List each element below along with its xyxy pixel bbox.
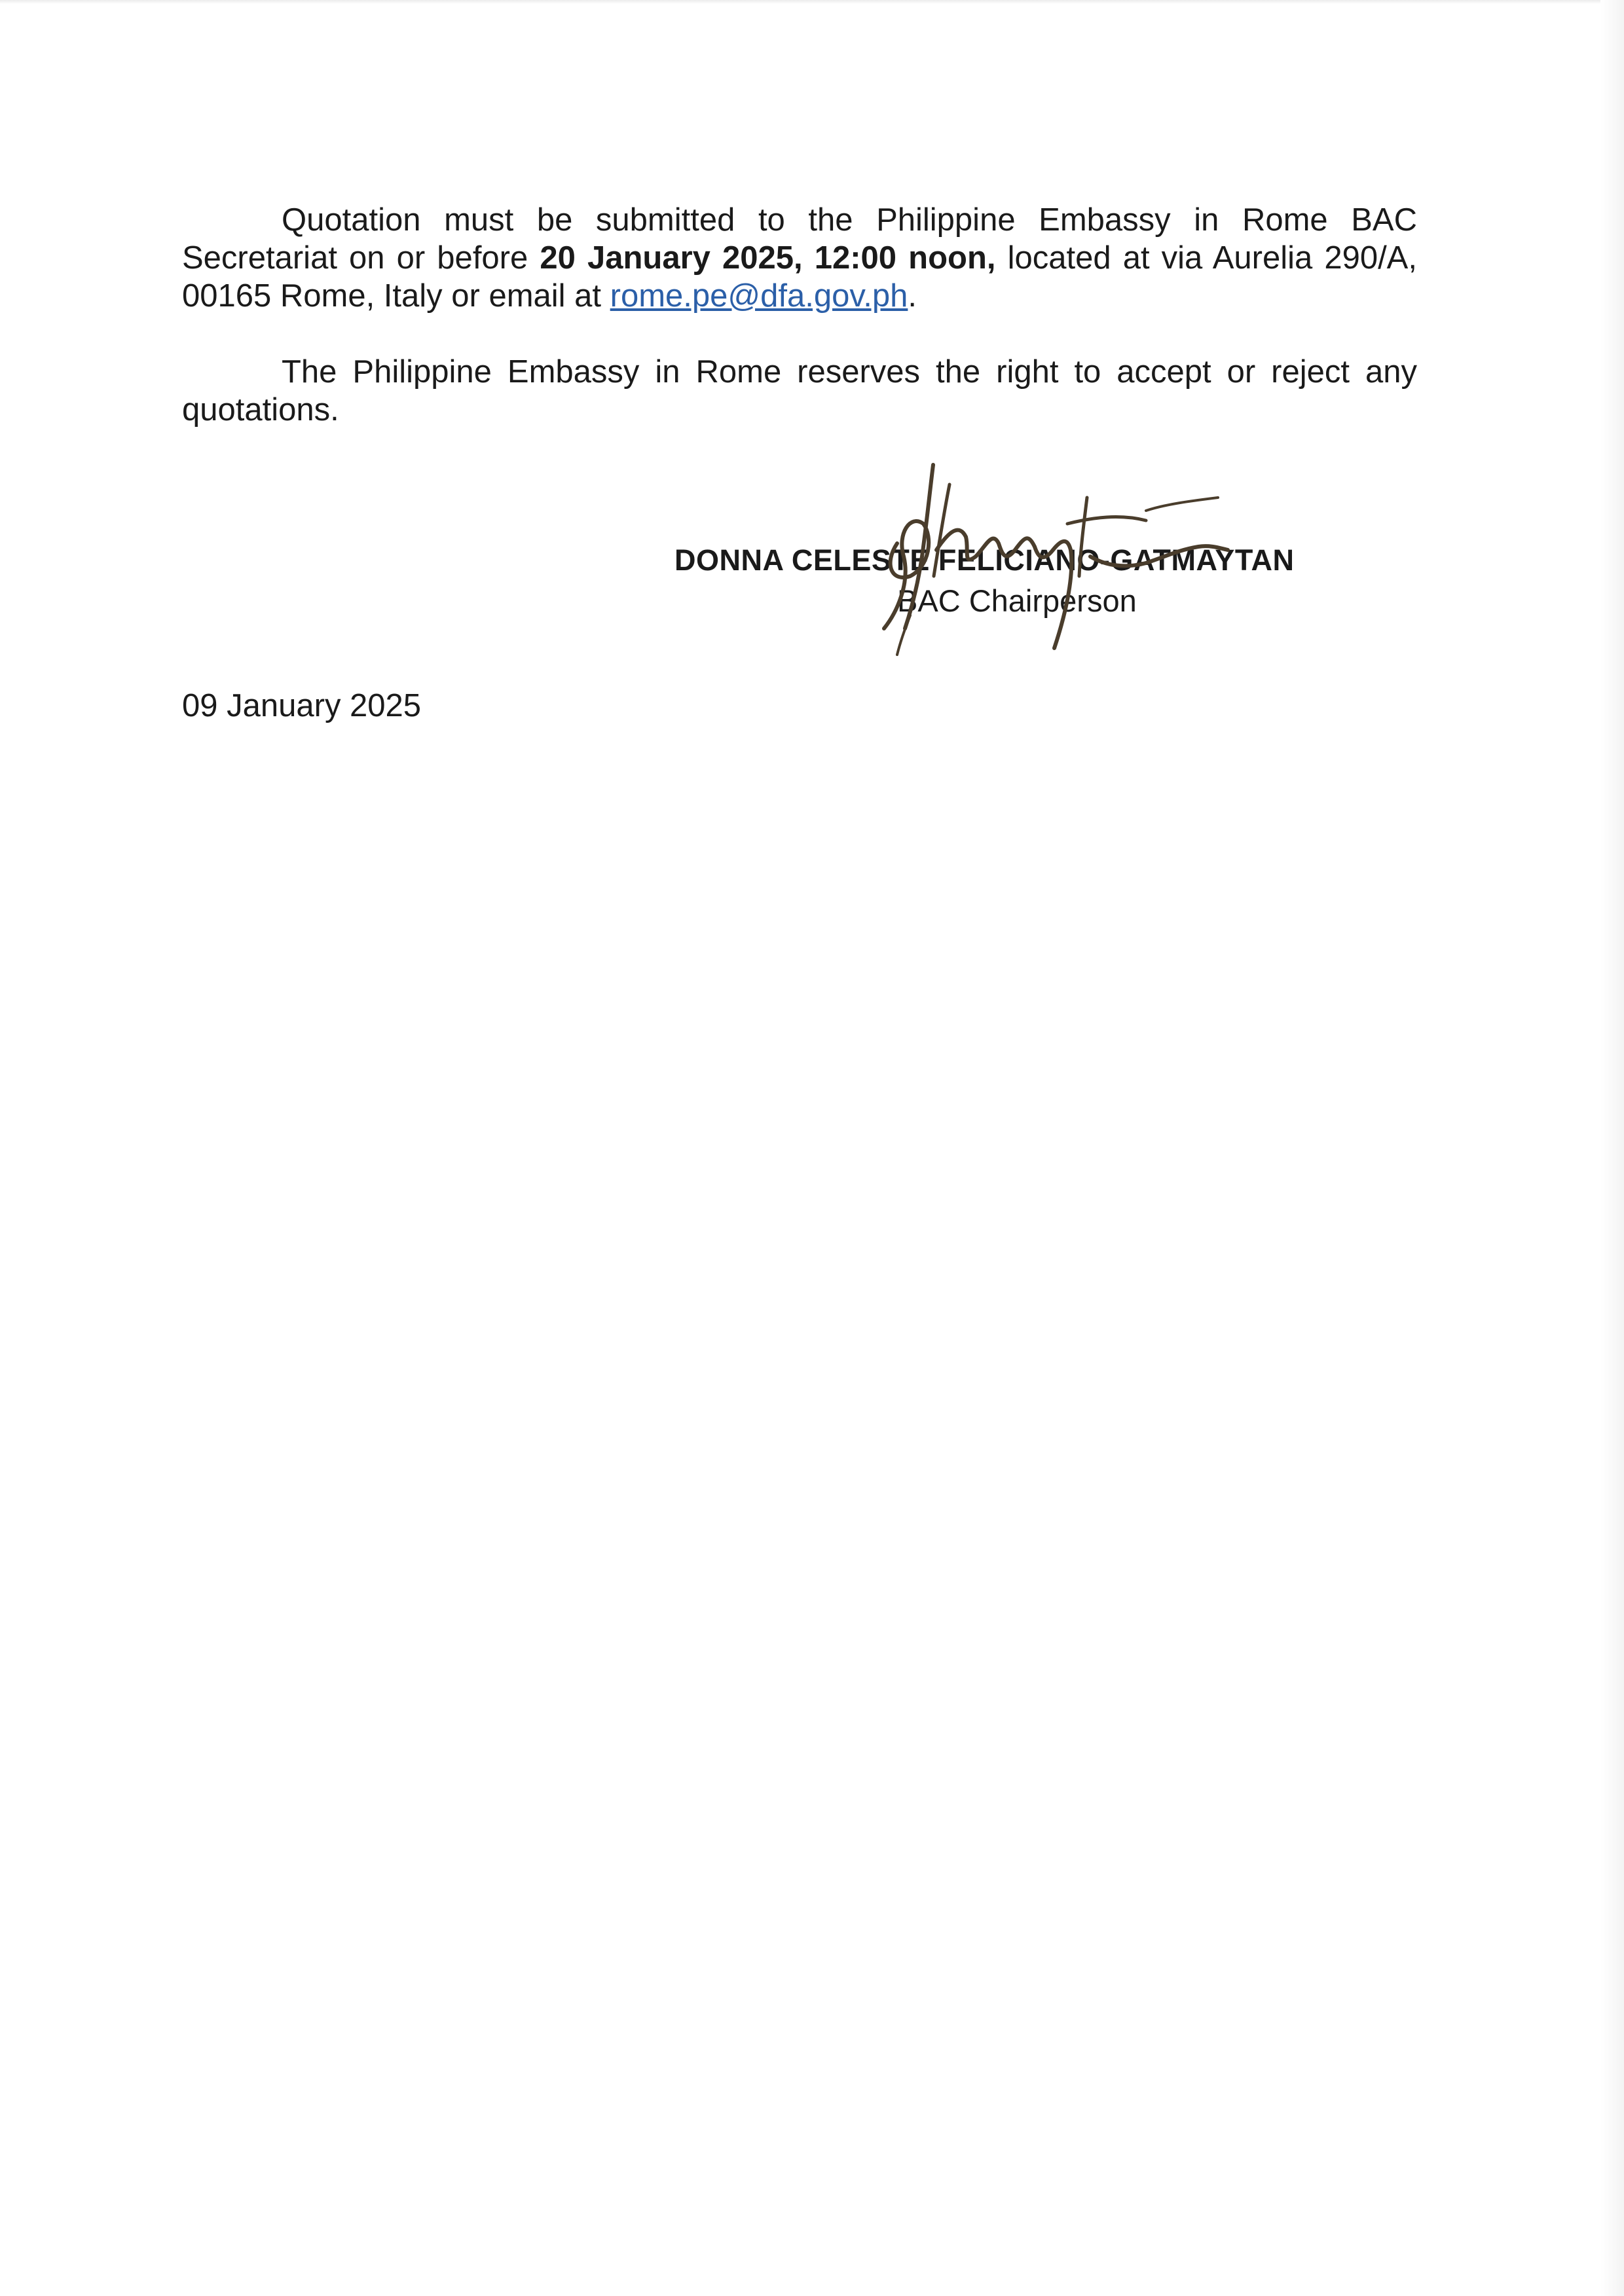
- email-link[interactable]: rome.pe@dfa.gov.ph: [610, 278, 908, 314]
- reservation-paragraph: [182, 353, 1417, 429]
- signature-block: [674, 452, 1421, 661]
- reservation-text: The Philippine Embassy in Rome reserves the right to accept or reject any quotations.: [182, 354, 1417, 428]
- submission-text-before: Quotation must be submitted to the Philippine Embassy in Rome BAC Secretariat on or before: [182, 202, 1417, 276]
- handwritten-signature-icon: [871, 452, 1238, 661]
- scan-edge: [1600, 0, 1624, 2296]
- submission-paragraph: [182, 201, 1417, 315]
- document-date: 09 January 2025: [182, 688, 422, 723]
- scan-edge: [0, 0, 1624, 4]
- submission-deadline: 20 January 2025, 12:00 noon,: [540, 240, 996, 276]
- submission-text-middle: located at via Aurelia 290/A, 00165 Rome, Italy or email at: [182, 240, 1417, 314]
- signatory-title: BAC Chairperson: [897, 583, 1137, 618]
- signatory-name: DONNA CELESTE FELICIANO-GATMAYTAN: [674, 543, 1295, 577]
- submission-text-after: .: [908, 278, 917, 314]
